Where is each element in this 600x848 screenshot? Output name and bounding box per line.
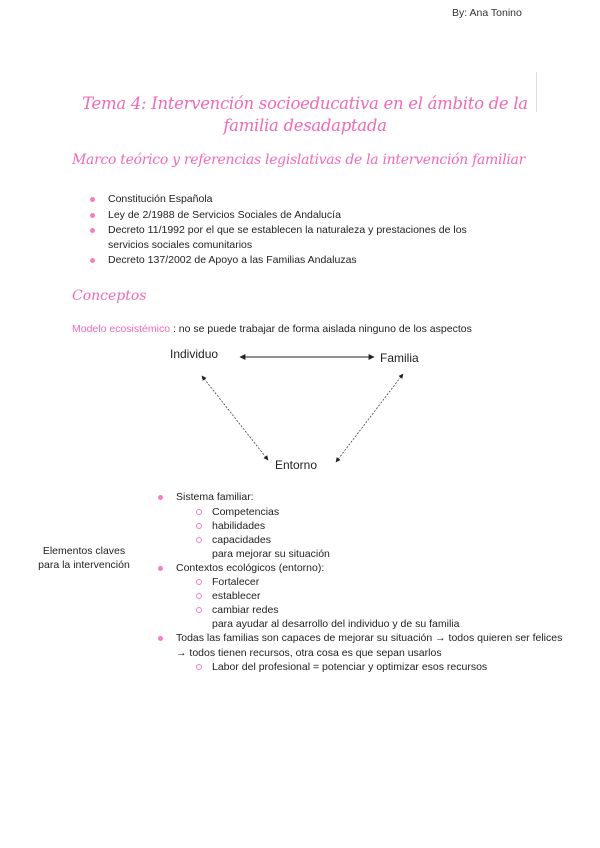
note-text: para mejorar su situación [212,547,330,560]
bullet-icon [90,213,95,218]
modelo-text: : no se puede trabajar de forma aislada ninguno de los aspectos [170,323,472,335]
legislation-list [108,192,508,269]
bullet-icon [90,228,95,233]
elementos-claves-label: Elementos claves para la intervención [38,545,130,571]
circle-bullet-icon [196,579,202,585]
list-item: Decreto 137/2002 de Apoyo a las Familias Andaluzas [108,253,508,268]
list-item: Todas las familias son capaces de mejorar su situación → todos quieren ser felices → todos tienen recursos, otra cosa es que sepan usarlos [176,631,566,660]
list-item: Decreto 11/1992 por el que se establecen la naturaleza y prestaciones de los servicios sociales comunitarios [108,223,508,252]
sub-list-item: Competencias [212,505,566,519]
modelo-term: Modelo ecosistémico [72,323,171,335]
bullet-icon [90,258,95,263]
sub-list-item: establecer [212,589,566,603]
list-item: Contextos ecológicos (entorno): [176,561,566,576]
arrow-familia-entorno [336,374,403,462]
circle-bullet-icon [196,523,202,529]
list-item: Ley de 2/1988 de Servicios Sociales de Andalucía [108,208,508,223]
circle-bullet-icon [196,509,202,515]
arrow-individuo-entorno [202,376,268,460]
bullet-icon [158,566,163,571]
circle-bullet-icon [196,664,202,670]
bullet-icon [90,197,95,202]
bullet-icon [158,495,163,500]
circle-bullet-icon [196,593,202,599]
modelo-definition [72,323,472,335]
page-title: Tema 4: Intervención socioeducativa en el ámbito de la familia desadaptada [82,94,528,135]
elements-block [176,490,566,674]
diagram-node-individuo: Individuo [170,347,219,361]
author-label: By: Ana Tonino [452,7,522,19]
diagram-node-familia: Familia [380,351,419,365]
bullet-icon [158,636,163,641]
sub-list-item: habilidades [212,519,566,533]
sub-list-item: Fortalecer [212,575,566,589]
section-heading-marco: Marco teórico y referencias legislativas de la intervención familiar [72,152,525,168]
diagram-node-entorno: Entorno [275,458,318,472]
list-item: Sistema familiar: [176,490,566,505]
sub-list-item: capacidades [212,533,566,547]
circle-bullet-icon [196,537,202,543]
note-text: para ayudar al desarrollo del individuo y de su familia [212,618,460,630]
sub-list-item: Labor del profesional = potenciar y optimizar esos recursos [212,660,566,674]
circle-bullet-icon [196,607,202,613]
list-item: Constitución Española [108,192,508,207]
section-heading-conceptos: Conceptos [72,288,147,304]
sub-list-item: cambiar redes [212,603,566,617]
